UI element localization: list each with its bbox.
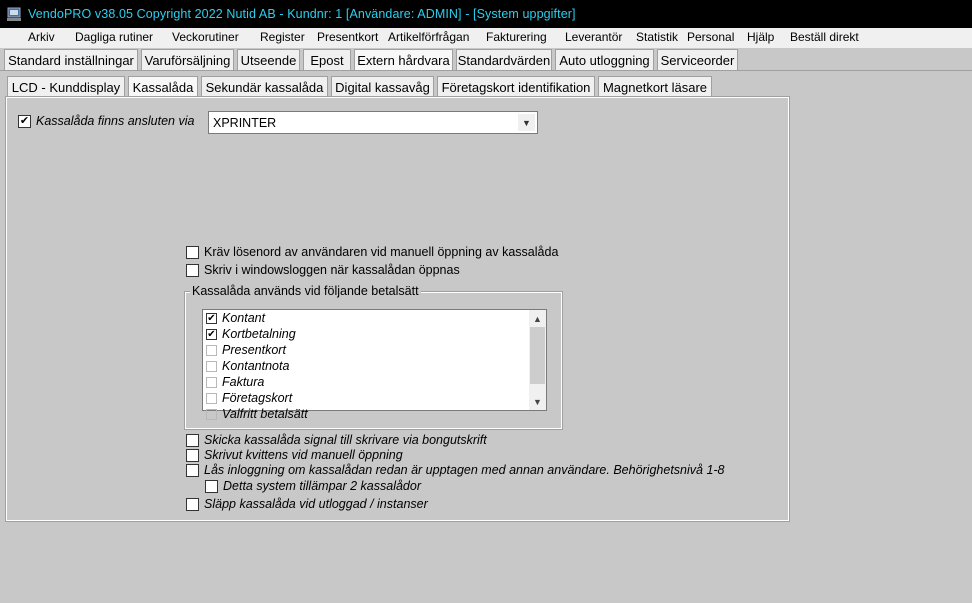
chevron-down-icon[interactable]: ▼ <box>533 396 542 407</box>
payment-group-label: Kassalåda används vid följande betalsätt <box>192 284 419 298</box>
tab-varuforsaljning[interactable]: Varuförsäljning <box>141 49 234 70</box>
tab-lcd-kunddisplay[interactable]: LCD - Kunddisplay <box>7 76 125 97</box>
payment-item-presentkort[interactable]: Presentkort <box>206 343 286 357</box>
menu-hjalp[interactable]: Hjälp <box>747 30 775 44</box>
require-password-checkbox[interactable] <box>186 245 558 259</box>
tab-divider <box>0 70 972 71</box>
menu-presentkort[interactable]: Presentkort <box>317 30 379 44</box>
tab-digital-kassavag[interactable]: Digital kassavåg <box>331 76 434 97</box>
tab-utseende[interactable]: Utseende <box>237 49 300 70</box>
tab-epost[interactable]: Epost <box>303 49 351 70</box>
menu-arkiv[interactable]: Arkiv <box>28 30 55 44</box>
list-scrollbar[interactable] <box>529 310 546 410</box>
app-icon <box>6 6 22 22</box>
payment-item-kortbetalning[interactable]: ✔ Kortbetalning <box>207 327 296 341</box>
chevron-up-icon[interactable]: ▲ <box>533 313 542 324</box>
tab-foretagskort-identifikation[interactable]: Företagskort identifikation <box>437 76 595 97</box>
checkmark-icon: ✔ <box>207 328 216 340</box>
printer-value: XPRINTER <box>213 116 277 130</box>
menu-personal[interactable]: Personal <box>687 30 735 44</box>
payment-item-valfritt[interactable]: Valfritt betalsätt <box>206 407 308 421</box>
printer-select[interactable] <box>208 111 538 134</box>
menu-register[interactable]: Register <box>260 30 305 44</box>
winlog-checkbox[interactable] <box>186 263 460 277</box>
lock-login-label: Lås inloggning om kassalådan redan är upptagen med annan användare. Behörighetsnivå 1-8 <box>204 463 725 477</box>
payment-item-kontant[interactable]: ✔ Kontant <box>207 311 266 325</box>
tab-serviceorder[interactable]: Serviceorder <box>657 49 738 70</box>
tab-auto-utloggning[interactable]: Auto utloggning <box>555 49 654 70</box>
tab-kassalada[interactable]: Kassalåda <box>128 76 198 98</box>
window-title: VendoPRO v38.05 Copyright 2022 Nutid AB - Kundnr: 1 [Användare: ADMIN] - [System uppgifter] <box>28 7 576 21</box>
chevron-down-icon[interactable]: ▼ <box>518 114 535 131</box>
release-label: Släpp kassalåda vid utloggad / instanser <box>204 497 428 511</box>
main-tabs <box>0 49 972 71</box>
payment-item-foretagskort[interactable]: Företagskort <box>206 391 292 405</box>
menu-veckorutiner[interactable]: Veckorutiner <box>172 30 239 44</box>
menu-dagliga-rutiner[interactable]: Dagliga rutiner <box>75 30 154 44</box>
two-drawers-label: Detta system tillämpar 2 kassalådor <box>223 479 421 493</box>
print-receipt-checkbox[interactable] <box>186 448 403 462</box>
winlog-label: Skriv i windowsloggen när kassalådan öppnas <box>204 263 460 277</box>
print-receipt-label: Skrivut kvittens vid manuell öppning <box>204 448 403 462</box>
checkmark-icon: ✔ <box>207 312 216 324</box>
menu-artikelforfragan[interactable]: Artikelförfrågan <box>388 30 470 44</box>
scroll-thumb[interactable] <box>530 327 545 384</box>
tab-sekundar-kassalada[interactable]: Sekundär kassalåda <box>201 76 328 97</box>
menu-bar <box>0 28 972 48</box>
menu-statistik[interactable]: Statistik <box>636 30 679 44</box>
send-signal-checkbox[interactable] <box>186 433 487 447</box>
tab-extern-hardvara[interactable]: Extern hårdvara <box>354 49 453 71</box>
require-password-label: Kräv lösenord av användaren vid manuell öppning av kassalåda <box>204 245 559 259</box>
release-checkbox[interactable] <box>186 497 428 511</box>
tab-standardvarden[interactable]: Standardvärden <box>456 49 552 70</box>
lock-login-checkbox[interactable] <box>186 463 725 477</box>
menu-fakturering[interactable]: Fakturering <box>486 30 547 44</box>
two-drawers-checkbox[interactable] <box>205 479 421 493</box>
title-bar <box>0 0 972 28</box>
checkmark-icon: ✔ <box>19 114 30 127</box>
drawer-connected-label: Kassalåda finns ansluten via <box>36 114 195 128</box>
payment-methods-list[interactable] <box>202 309 547 421</box>
drawer-connected-checkbox[interactable] <box>18 114 194 128</box>
payment-item-kontantnota[interactable]: Kontantnota <box>206 359 289 373</box>
send-signal-label: Skicka kassalåda signal till skrivare via bongutskrift <box>204 433 487 447</box>
tab-magnetkort-lasare[interactable]: Magnetkort läsare <box>598 76 712 97</box>
tab-standard-installningar[interactable]: Standard inställningar <box>4 49 138 70</box>
menu-bestall-direkt[interactable]: Beställ direkt <box>790 30 859 44</box>
payment-item-faktura[interactable]: Faktura <box>206 375 264 389</box>
menu-leverantor[interactable]: Leverantör <box>565 30 623 44</box>
